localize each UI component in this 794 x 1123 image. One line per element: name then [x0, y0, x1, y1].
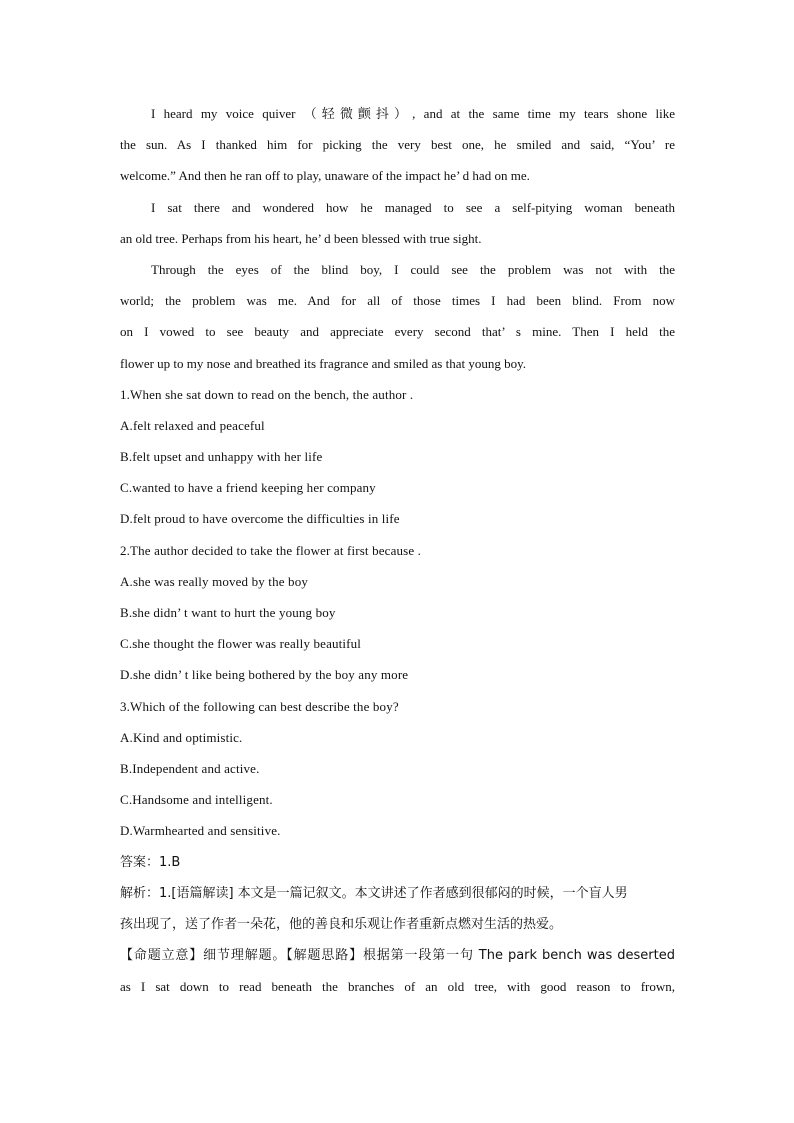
passage-line: I sat there and wondered how he managed to see a self-pitying woman beneath [151, 199, 675, 215]
question-option: D.Warmhearted and sensitive. [120, 823, 281, 839]
passage-line: Through the eyes of the blind boy, I could see the problem was not with the [151, 261, 675, 277]
analysis-line: as I sat down to read beneath the branches of an old tree, with good reason to frown, [120, 978, 675, 994]
passage-line: I heard my voice quiver （轻微颤抖）, and at the same time my tears shone like [151, 106, 675, 121]
question-option: D.felt proud to have overcome the difficulties in life [120, 511, 400, 527]
passage-line: welcome.” And then he ran off to play, unaware of the impact he’ d had on me. [120, 168, 530, 184]
question-option: A.Kind and optimistic. [120, 729, 243, 745]
analysis-line: 【命题立意】细节理解题。【解题思路】根据第一段第一句 The park bench was deserted [120, 947, 675, 963]
analysis-line: 孩出现了，送了作者一朵花，他的善良和乐观让作者重新点燃对生活的热爱。 [120, 916, 563, 932]
question-option: A.she was really moved by the boy [120, 573, 308, 589]
passage-line: an old tree. Perhaps from his heart, he’ d been blessed with true sight. [120, 230, 482, 246]
question-option: A.felt relaxed and peaceful [120, 417, 265, 433]
passage-line: on I vowed to see beauty and appreciate every second that’ s mine. Then I held the [120, 324, 675, 340]
question-option: D.she didn’ t like being bothered by the boy any more [120, 667, 409, 683]
document-page [120, 98, 675, 1002]
passage-line: world; the problem was me. And for all of those times I had been blind. From now [120, 293, 675, 309]
passage-line: flower up to my nose and breathed its fragrance and smiled as that young boy. [120, 355, 527, 371]
question-option: B.Independent and active. [120, 760, 260, 776]
question-stem: 1.When she sat down to read on the bench, the author . [120, 386, 414, 402]
question-option: B.felt upset and unhappy with her life [120, 449, 323, 465]
question-option: B.she didn’ t want to hurt the young boy [120, 605, 336, 620]
analysis-line: 解析：1.[语篇解读] 本文是一篇记叙文。本文讲述了作者感到很郁闷的时候，一个盲人男 [120, 885, 628, 901]
question-option: C.wanted to have a friend keeping her company [120, 480, 376, 496]
question-option: C.Handsome and intelligent. [120, 792, 273, 808]
question-stem: 3.Which of the following can best describe the boy? [120, 698, 399, 714]
question-stem: 2.The author decided to take the flower at first because . [120, 542, 422, 558]
answer-label: 答案：1.B [120, 854, 181, 870]
passage-line: the sun. As I thanked him for picking the very best one, he smiled and said, “You’ re [120, 137, 675, 153]
question-option: C.she thought the flower was really beautiful [120, 636, 362, 652]
